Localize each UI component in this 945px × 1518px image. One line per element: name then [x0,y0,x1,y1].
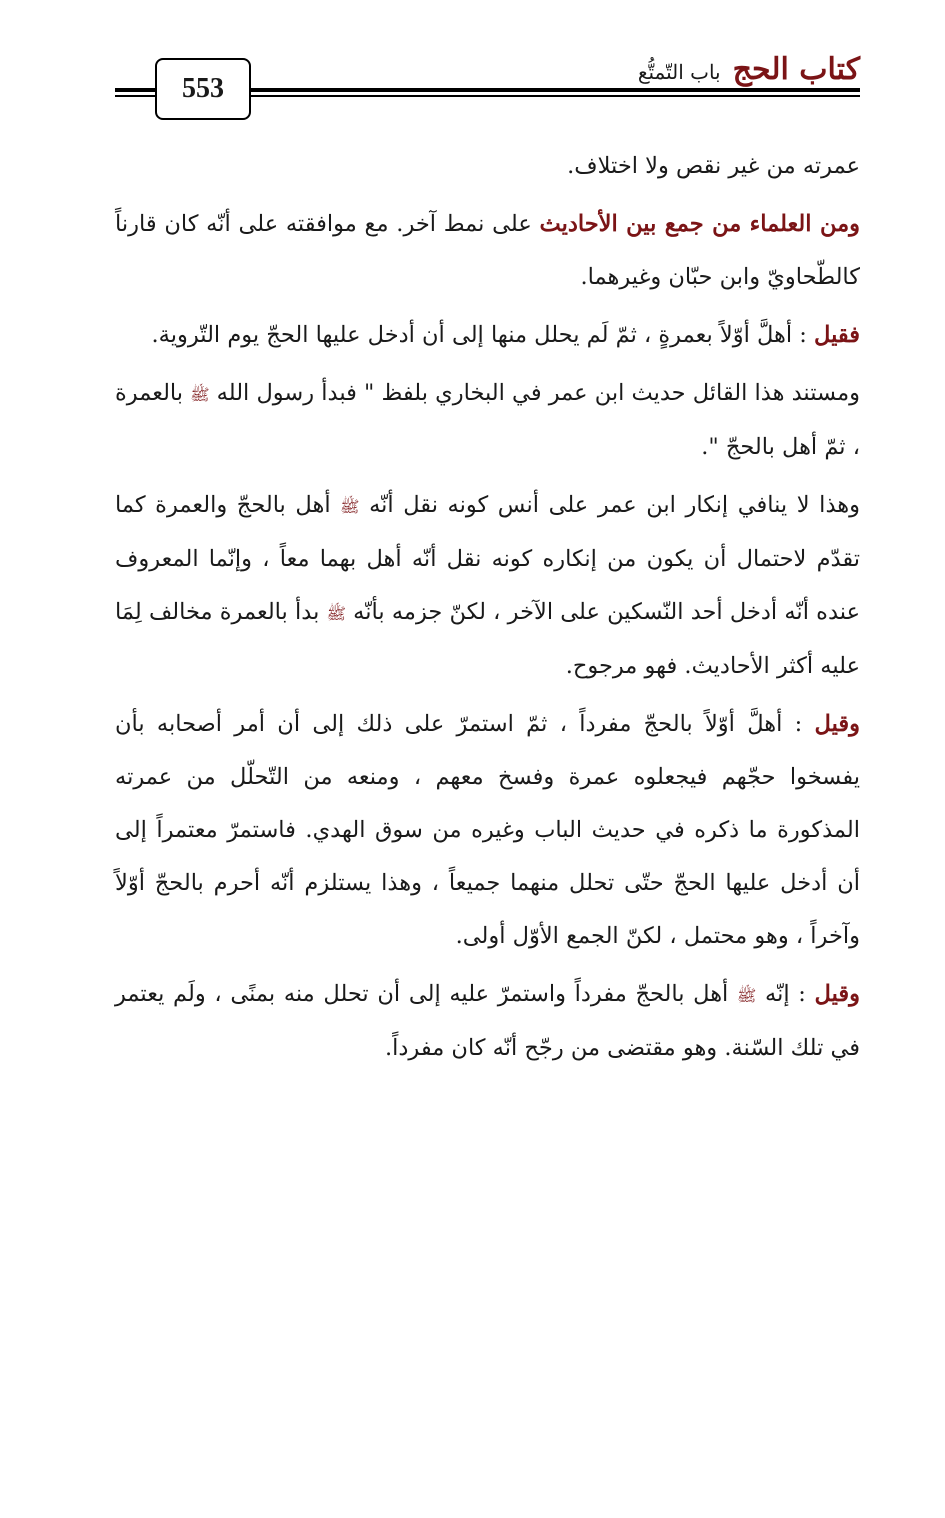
text-run: : أهلَّ أوّلاً بالحجّ مفرداً ، ثمّ استمرّ على ذلك إلى أن أمر أصحابه بأن يفسخوا حجّهم فيجعلوه عمرة وفسخ معهم ، ومنعه من التّحلّل من عمرته المذكورة ما ذكره في حديث الباب وغيره من سوق الهدي. فاستمرّ معتمراً إلى أن أدخل عليها الحجّ حتّى تحلل منهما جميعاً ، وهذا يستلزم أنّه أحرم بالحجّ أوّلاً وآخراً ، وهو محتمل ، لكنّ الجمع الأوّل أولى. [115,711,860,949]
text-run: ومستند هذا القائل حديث ابن عمر في البخاري بلفظ " فبدأ رسول الله [209,380,860,406]
highlight-heading: وقيل [814,981,860,1007]
paragraph-6 [115,698,860,963]
salawat-glyph: ﷺ [340,497,360,516]
text-run: بالعمرة ، ثمّ أهل بالحجّ ". [115,380,860,460]
highlight-heading: ومن العلماء من جمع بين الأحاديث [539,211,860,237]
text-run: وهذا لا ينافي إنكار ابن عمر على أنس كونه نقل أنّه [359,492,860,518]
paragraph-4 [115,367,860,474]
page-number: 553 [155,58,251,120]
text-run: على نمط آخر. مع موافقته على أنّه كان قارناً كالطّحاويّ وابن حبّان وغيرهما. [115,211,860,290]
page-header [0,0,945,130]
highlight-heading: وقيل [814,711,860,737]
running-title [638,52,860,87]
book-title: كتاب الحج [732,52,860,87]
page-body [115,140,860,1080]
salawat-glyph: ﷺ [326,604,346,623]
salawat-glyph: ﷺ [737,986,757,1005]
highlight-heading: فقيل [814,322,860,348]
paragraph-3 [115,309,860,362]
paragraph-5 [115,479,860,693]
text-run: أهل بالحجّ مفرداً واستمرّ عليه إلى أن تحلل منه بمنًى ، ولَم يعتمر في تلك السّنة. وهو مقتضى من رجّح أنّه كان مفرداً. [115,981,860,1061]
text-run: : أهلَّ أوّلاً بعمرةٍ ، ثمّ لَم يحلل منها إلى أن أدخل عليها الحجّ يوم التّروية. [151,322,815,348]
salawat-glyph: ﷺ [190,385,210,404]
text-run: أهل بالحجّ والعمرة كما تقدّم لاحتمال أن يكون من إنكاره كونه نقل أنّه أهل بهما معاً ، وإنّما المعروف عنده أنّه أدخل أحد النّسكين على الآخر ، لكنّ جزمه بأنّه [115,492,860,625]
paragraph-7 [115,968,860,1075]
text-run: : إنّه [756,981,815,1007]
paragraph-1 [115,140,860,193]
text-run: بدأ بالعمرة مخالف لِمَا عليه أكثر الأحاديث. فهو مرجوح. [115,599,860,679]
chapter-title: باب التّمتُّع [637,60,721,84]
paragraph-2 [115,198,860,304]
text-run: عمرته من غير نقص ولا اختلاف. [567,153,860,179]
